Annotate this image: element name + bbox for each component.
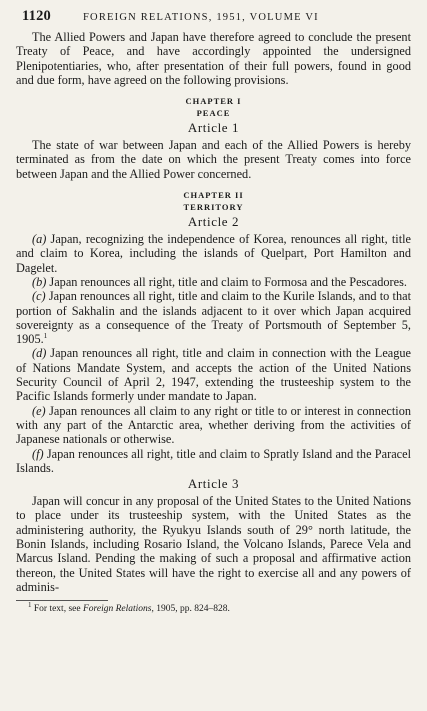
chapter-2-subheading: TERRITORY (183, 202, 244, 213)
article-2-item-c (16, 289, 411, 346)
item-label: (a) (32, 232, 47, 247)
footnote-suffix: , 1905, pp. 824–828. (151, 604, 230, 615)
running-title: FOREIGN RELATIONS, 1951, VOLUME VI (83, 12, 319, 23)
chapter-2-heading: CHAPTER II (183, 190, 244, 201)
document-body (16, 30, 411, 615)
article-2-item-e (16, 404, 411, 447)
footnote (16, 603, 411, 615)
intro-paragraph: The Allied Powers and Japan have therefore agreed to conclude the present Treaty of Peace, and have accordingly appointed the undersigned Plenipotentiaries, who, after presentation of their full powers, found in good and due form, have agreed on the following provisions. (16, 30, 411, 87)
item-text: Japan renounces all right, title and claim to Spratly Island and the Paracel Islands. (16, 446, 411, 475)
page-number: 1120 (22, 8, 51, 24)
article-2-heading: Article 2 (187, 214, 240, 230)
chapter-1-heading: CHAPTER I (185, 96, 242, 107)
article-2-item-b (16, 275, 411, 289)
article-2-item-d (16, 346, 411, 403)
article-3-text: Japan will concur in any proposal of the United States to the United Nations to place under its trusteeship system, with the United States as the administering authority, the Ryukyu Islands south of 29° north latitude, the Bonin Islands, including Rosario Island, the Volcano Islands, Parece Vela and Marcus Island. Pending the making of such a proposal and affirmative action thereon, the United States will have the right to exercise all and any powers of adminis- (16, 494, 411, 594)
article-1-heading: Article 1 (187, 120, 240, 136)
item-text: Japan renounces all right, title and claim in connection with the League of Nations Mandate System, and accepts the action of the United Nations Security Council of April 2, 1947, extending the trusteeship system to the Pacific Islands formerly under mandate to Japan. (16, 346, 411, 404)
item-label: (d) (32, 346, 47, 361)
article-2-item-f (16, 447, 411, 476)
article-3-heading: Article 3 (187, 476, 240, 492)
item-text: Japan, recognizing the independence of Korea, renounces all right, title and claim to Korea, including the islands of Quelpart, Port Hamilton and Dagelet. (16, 232, 411, 275)
running-head (16, 8, 411, 30)
chapter-1-subheading: PEACE (196, 108, 231, 119)
footnote-prefix: For text, see (33, 604, 81, 615)
article-2-item-a (16, 232, 411, 275)
footnote-mark: 1 (28, 601, 32, 610)
footnote-source: Foreign Relations (82, 604, 152, 615)
item-text: Japan renounces all right, title and claim to Formosa and the Pescadores. (49, 274, 407, 289)
item-label: (f) (32, 446, 44, 461)
item-text: Japan renounces all claim to any right or title to or interest in connection with any part of the Antarctic area, whether deriving from the activities of Japanese nationals or otherwise. (16, 403, 411, 447)
footnote-reference: 1 (43, 331, 48, 341)
item-text: Japan renounces all right, title and claim to the Kurile Islands, and to that portion of Sakhalin and the islands adjacent to it over which Japan acquired sovereignty as a consequence of the Treaty of Portsmouth of September 5, 1905. (16, 289, 411, 347)
article-1-text: The state of war between Japan and each of the Allied Powers is hereby terminated as from the date on which the present Treaty comes into force between Japan and the Allied Power concerned. (16, 138, 411, 181)
item-label: (b) (32, 274, 47, 289)
item-label: (e) (32, 403, 46, 418)
item-label: (c) (32, 289, 46, 304)
